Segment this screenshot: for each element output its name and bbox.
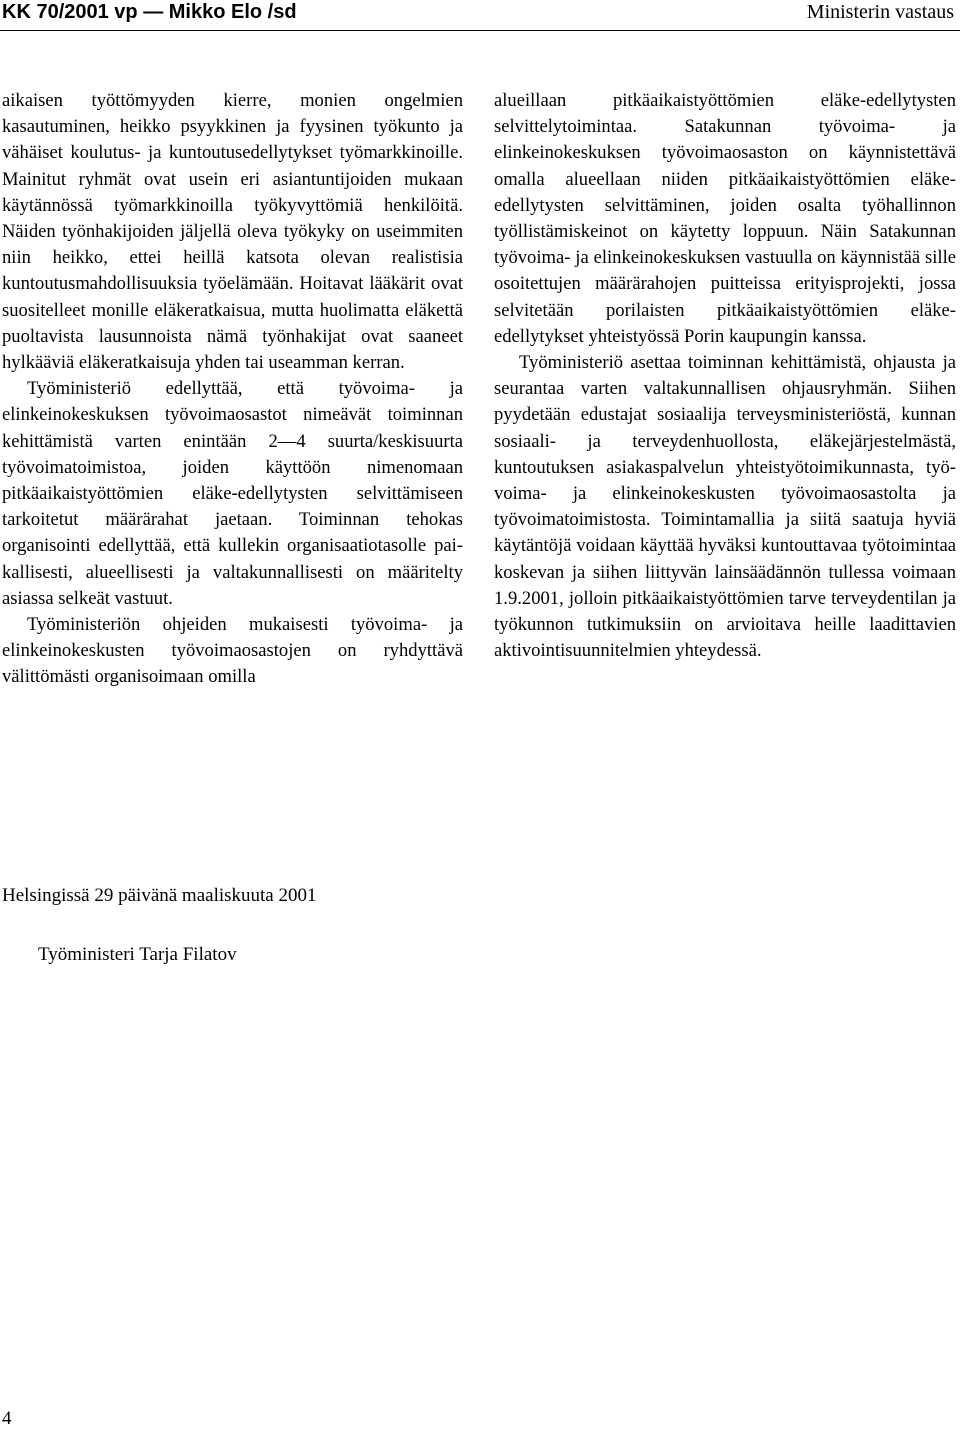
signature-line: Työministeri Tarja Filatov [38,944,237,965]
page-header [0,0,960,31]
section-title: Ministerin vastaus [806,1,954,23]
paragraph: Työministeriön ohjeiden mukaisesti työvoima- ja elinkeinokeskusten työvoimaosastojen on ryhdyttävä välittömästi organisoimaan omilla [2,614,463,688]
right-column [494,88,956,664]
place-and-date: Helsingissä 29 päivänä maaliskuuta 2001 [2,885,317,906]
left-column [2,88,463,691]
page-number: 4 [2,1408,12,1429]
paragraph: aikaisen työttömyyden kierre, monien ongelmien kasautuminen, heikko psyykkinen ja fyysinen työkunto ja vähäiset koulutus- ja kuntoutusedellytykset työmarkkinoille. Mainitut ryhmät ovat usein eri asiantuntijoiden mukaan käytännössä työmarkkinoilla työkyvyttömiä henkilöitä. Näiden työnhakijoiden jäljellä oleva työkyky on useimmiten niin heikko, ettei heillä katsota olevan realistisia kuntoutusmahdollisuuksia työelämään. Hoitavat lääkärit ovat suositelleet monille eläkeratkaisua, mutta huolimatta eläkettä puoltavista lausunnoista nämä työnhakijat ovat saaneet hylkääviä eläkeratkaisuja yhden tai useamman kerran. [2,90,463,374]
document-reference: KK 70/2001 vp — Mikko Elo /sd [2,1,297,23]
paragraph: Työministeriö edellyttää, että työvoima- ja elinkeinokeskuksen työvoimaosastot nimeävät toiminnan kehittämistä varten enintään 2—4 suurta/keskisuurta työvoimatoimistoa, joiden käyttöön nimenomaan pitkäaikaistyöttömien eläke-edellytysten selvittämiseen tarkoitetut määrärahat jaetaan. Toiminnan tehokas organisointi edellyttää, että kullekin organisaatiotasolle paikallisesti, alueellisesti ja valtakunnallisesti on määritelty asiassa selkeät vastuut. [2,378,463,609]
paragraph: alueillaan pitkäaikaistyöttömien eläke-edellytysten selvittelytoimintaa. Satakunnan työvoima- ja elinkeinokeskuksen työvoimaosaston on käynnistettävä omalla alueellaan niiden pitkäaikaistyöttömien eläke-edellytysten selvittäminen, joiden osalta työhallinnon työllistämiskeinot on käytetty loppuun. Näin Satakunnan työvoima- ja elinkeinokeskuksen vastuulla on käynnistää sille osoitettujen määrärahojen puitteissa erityisprojekti, jossa selvitetään porilaisten pitkäaikaistyöttömien eläke-edellytykset yhteistyössä Porin kaupungin kanssa. [494,90,956,347]
paragraph: Työministeriö asettaa toiminnan kehittämistä, ohjausta ja seurantaa varten valtakunnallisen ohjausryhmän. Siihen pyydetään edustajat sosiaalija terveysministeriöstä, kunnan sosiaali- ja terveydenhuollosta, eläkejärjestelmästä, kuntoutuksen asiakaspalvelun yhteistyötoimikunnasta, työvoima- ja elinkeinokeskusten työvoimaosastolta ja työvoimatoimistosta. Toimintamallia ja siitä saatuja hyviä käytäntöjä voidaan käyttää hyväksi kuntouttavaa työtoimintaa koskevan ja siihen liittyvän lainsäädännön tullessa voimaan 1.9.2001, jolloin pitkäaikaistyöttömien tarve terveydentilan ja työkunnon tutkimuksiin on arvioitava heille laadittavien aktivointisuunnitelmien yhteydessä. [494,352,956,662]
